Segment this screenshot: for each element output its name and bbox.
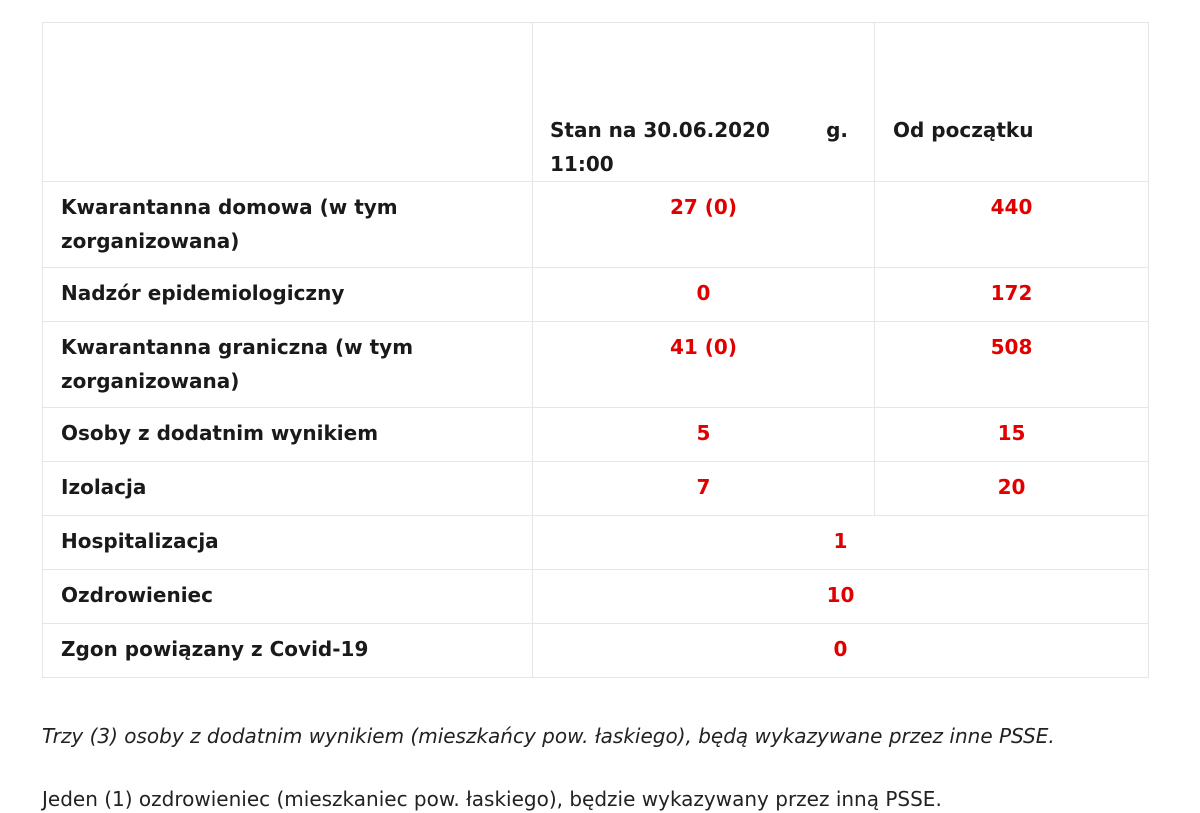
header-date-cell	[533, 23, 875, 182]
table-row	[43, 408, 1149, 462]
row-label: Izolacja	[43, 462, 533, 516]
table-row	[43, 570, 1149, 624]
row-current-value: 5	[533, 408, 875, 462]
row-merged-value: 10	[533, 570, 1149, 624]
table-row	[43, 268, 1149, 322]
row-current-value: 41 (0)	[533, 322, 875, 408]
row-label: Kwarantanna domowa (w tym zorganizowana)	[43, 182, 533, 268]
row-label: Hospitalizacja	[43, 516, 533, 570]
header-date-label: Stan na 30.06.2020	[550, 118, 770, 142]
row-total-value: 172	[875, 268, 1149, 322]
table-header-row	[43, 23, 1149, 182]
row-label: Ozdrowieniec	[43, 570, 533, 624]
row-label: Zgon powiązany z Covid-19	[43, 624, 533, 678]
row-total-value: 15	[875, 408, 1149, 462]
table-row	[43, 462, 1149, 516]
row-current-value: 27 (0)	[533, 182, 875, 268]
table-row	[43, 624, 1149, 678]
row-label: Nadzór epidemiologiczny	[43, 268, 533, 322]
row-total-value: 508	[875, 322, 1149, 408]
row-merged-value: 0	[533, 624, 1149, 678]
row-total-value: 20	[875, 462, 1149, 516]
table-row	[43, 182, 1149, 268]
header-total-cell	[875, 23, 1149, 182]
header-total-label: Od początku	[893, 118, 1034, 142]
row-current-value: 7	[533, 462, 875, 516]
row-merged-value: 1	[533, 516, 1149, 570]
row-current-value: 0	[533, 268, 875, 322]
table-row	[43, 516, 1149, 570]
note-recovered: Jeden (1) ozdrowieniec (mieszkaniec pow. łaskiego), będzie wykazywany przez inną PSSE.	[42, 787, 942, 811]
header-date-suffix: g.	[826, 118, 848, 142]
table-row	[43, 322, 1149, 408]
row-total-value: 440	[875, 182, 1149, 268]
note-positive-cases: Trzy (3) osoby z dodatnim wynikiem (mieszkańcy pow. łaskiego), będą wykazywane przez inne PSSE.	[42, 724, 1055, 748]
header-empty-cell	[43, 23, 533, 182]
header-date-time: 11:00	[550, 152, 614, 176]
row-label: Osoby z dodatnim wynikiem	[43, 408, 533, 462]
row-label: Kwarantanna graniczna (w tym zorganizowana)	[43, 322, 533, 408]
covid-stats-table	[42, 22, 1149, 678]
